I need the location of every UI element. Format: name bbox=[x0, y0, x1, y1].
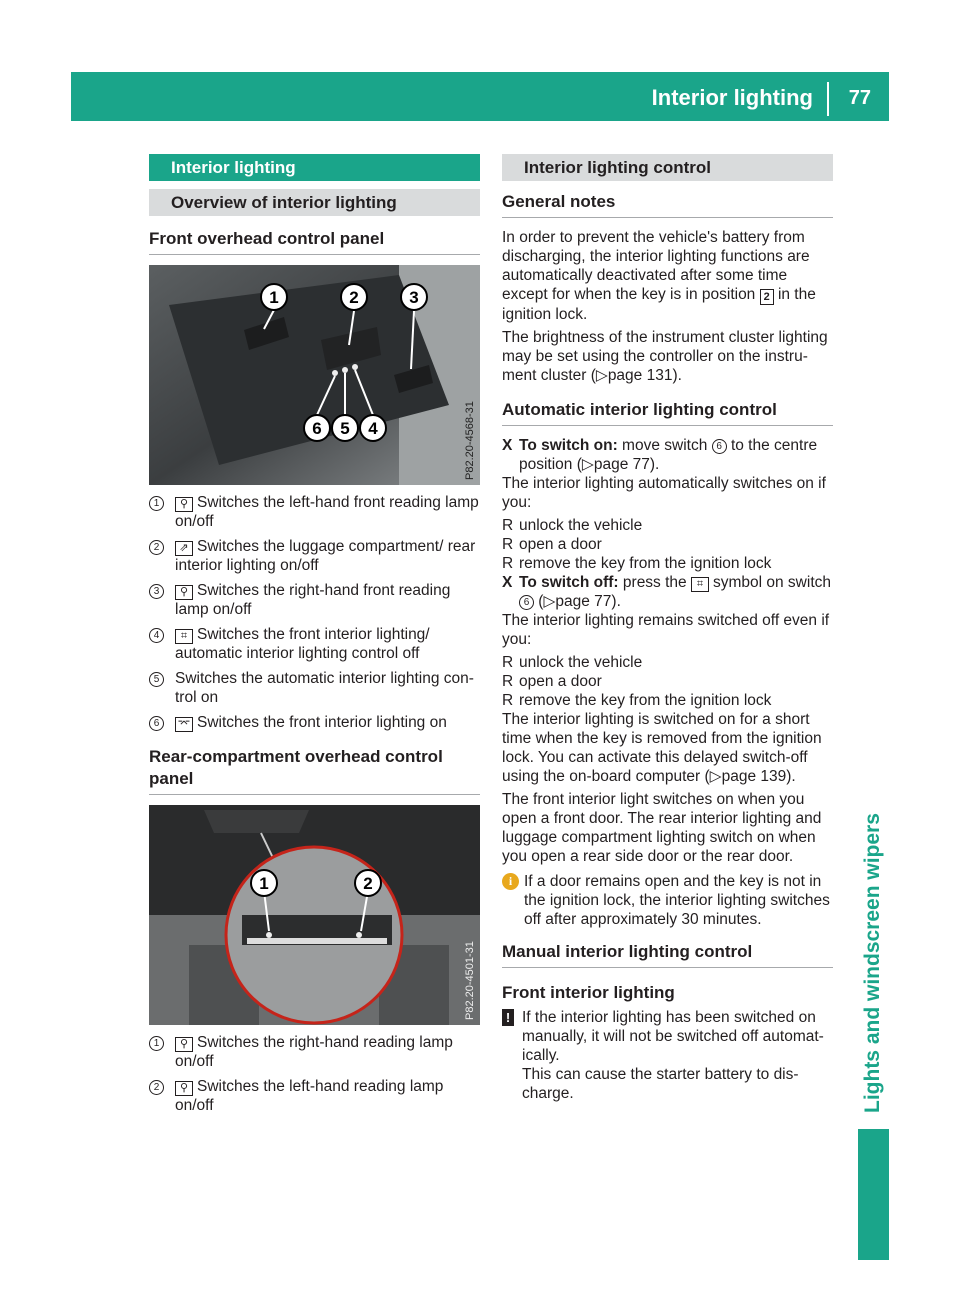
header-divider bbox=[827, 82, 829, 116]
bullet-item: R open a door bbox=[502, 673, 602, 690]
switch-icon: ⚲ bbox=[175, 1037, 193, 1052]
info-note: i If a door remains open and the key is not in the ignition lock, the interior lighting switches off after approximately 30 minutes. bbox=[502, 872, 833, 929]
rear-panel-photo bbox=[149, 805, 480, 1025]
callout-6 bbox=[304, 415, 330, 441]
auto-on-text: The interior lighting automatically switches on if you: bbox=[502, 475, 826, 511]
page-ref-link[interactable]: page 77 bbox=[555, 593, 612, 610]
side-tab-label: Lights and windscreen wipers bbox=[861, 813, 884, 1113]
front-item bbox=[149, 625, 480, 663]
switch-off-step: X To switch off: press the ⌗ symbol on switch 6 (▷page 77). bbox=[502, 574, 831, 610]
warning-icon: ! bbox=[502, 1009, 514, 1026]
callout-3 bbox=[401, 284, 427, 310]
front-items-list bbox=[149, 493, 480, 732]
item-text: ⚲ Switches the right-hand reading lamp on/off bbox=[175, 1034, 453, 1070]
rear-item bbox=[149, 1077, 480, 1115]
item-number: 2 bbox=[149, 537, 175, 575]
front-door-paragraph: The front interior light switches on when you open a front door. The rear interior lighting and luggage compartment lighting switch on when you open a rear side door or the rear door. bbox=[502, 791, 822, 865]
switch-icon: ⚲ bbox=[175, 585, 193, 600]
item-number: 1 bbox=[149, 1033, 175, 1071]
off-bullets bbox=[502, 653, 833, 710]
general-notes-heading: General notes bbox=[502, 191, 833, 218]
photo-code: P82.20-4501-31 bbox=[464, 941, 476, 1020]
delay-paragraph: The interior lighting is switched on for a short time when the key is removed from the ignition lock. You can activate this delayed switch-off using the on-board computer (▷page 139). bbox=[502, 711, 822, 785]
item-number: 5 bbox=[149, 669, 175, 707]
svg-text:4: 4 bbox=[368, 419, 378, 438]
page-header bbox=[71, 72, 889, 121]
page-ref-link[interactable]: page 77 bbox=[593, 456, 650, 473]
auto-on-bullets bbox=[502, 516, 833, 573]
front-item bbox=[149, 537, 480, 575]
callout-1 bbox=[261, 284, 287, 310]
item-number: 4 bbox=[149, 625, 175, 663]
off-text: The interior lighting remains switched off even if you: bbox=[502, 612, 830, 648]
header-title: Interior lighting bbox=[651, 85, 813, 110]
bullet-item: R open a door bbox=[502, 536, 602, 553]
front-item bbox=[149, 581, 480, 619]
rear-item bbox=[149, 1033, 480, 1071]
front-panel-photo bbox=[149, 265, 480, 485]
svg-text:1: 1 bbox=[259, 874, 269, 893]
page-number: 77 bbox=[848, 87, 871, 109]
switch-icon: ⚲ bbox=[175, 1081, 193, 1096]
manual-control-heading: Manual interior lighting control bbox=[502, 941, 833, 968]
svg-text:1: 1 bbox=[269, 288, 279, 307]
item-text: ⚲ Switches the left-hand reading lamp on/off bbox=[175, 1078, 444, 1114]
bullet-item: R unlock the vehicle bbox=[502, 654, 643, 671]
section-title: Interior lighting control bbox=[502, 154, 833, 181]
callout-2 bbox=[341, 284, 367, 310]
front-panel-heading: Front overhead control panel bbox=[149, 228, 480, 255]
item-number: 3 bbox=[149, 581, 175, 619]
rear-callout-2 bbox=[355, 870, 381, 896]
left-column bbox=[149, 154, 480, 1121]
side-tab-marker bbox=[858, 1129, 889, 1260]
right-column bbox=[502, 154, 833, 1111]
item-text: ⚲ Switches the right-hand front reading lamp on/off bbox=[175, 582, 451, 618]
front-item bbox=[149, 669, 480, 707]
general-paragraph-1: In order to prevent the vehicle's battery from discharging, the interior lighting functions are automatically deactivated after some time except for when the key is in position 2 in the ignition lock. bbox=[502, 229, 816, 323]
subsection-title: Overview of interior lighting bbox=[149, 189, 480, 216]
page-ref-link[interactable]: page 139 bbox=[721, 768, 787, 785]
info-icon: i bbox=[502, 873, 519, 890]
key-position-symbol: 2 bbox=[760, 289, 774, 305]
item-text: ⚲ Switches the left-hand front reading lamp on/off bbox=[175, 494, 479, 530]
front-item bbox=[149, 493, 480, 531]
item-number: 6 bbox=[149, 713, 175, 732]
interior-off-icon: ⌗ bbox=[691, 577, 709, 592]
rear-callout-1 bbox=[251, 870, 277, 896]
svg-text:2: 2 bbox=[349, 288, 359, 307]
item-number: 2 bbox=[149, 1077, 175, 1115]
switch-icon: ⇗ bbox=[175, 541, 193, 556]
auto-control-heading: Automatic interior lighting control bbox=[502, 399, 833, 426]
svg-text:5: 5 bbox=[340, 419, 350, 438]
rear-panel-heading: Rear-compartment overhead control panel bbox=[149, 746, 480, 795]
switch-icon: ⌤ bbox=[175, 717, 193, 732]
warning-note: ! If the interior lighting has been switched on manually, it will not be switched off automat- ically. This can cause the starter battery to dis- charge. bbox=[502, 1008, 833, 1103]
item-text: ⇗ Switches the luggage compartment/ rear interior lighting on/off bbox=[175, 538, 476, 574]
bullet-item: R unlock the vehicle bbox=[502, 517, 643, 534]
rear-items-list bbox=[149, 1033, 480, 1115]
callout-4 bbox=[360, 415, 386, 441]
section-title: Interior lighting bbox=[149, 154, 480, 181]
general-paragraph-2: The brightness of the instrument cluster lighting may be set using the controller on the instru- ment cluster (▷page 131). bbox=[502, 329, 828, 384]
item-text: ⌗ Switches the front interior lighting/ automatic interior lighting control off bbox=[175, 626, 430, 662]
item-text: Switches the automatic interior lighting con- trol on bbox=[175, 670, 474, 706]
front-item bbox=[149, 713, 480, 732]
switch-icon: ⌗ bbox=[175, 629, 193, 644]
svg-text:3: 3 bbox=[409, 288, 419, 307]
switch-on-step: X To switch on: move switch 6 to the centre position (▷page 77). bbox=[502, 437, 818, 473]
item-text: ⌤ Switches the front interior lighting on bbox=[175, 713, 480, 732]
photo-code: P82.20-4568-31 bbox=[464, 401, 476, 480]
callout-5 bbox=[332, 415, 358, 441]
bullet-item: R remove the key from the ignition lock bbox=[502, 692, 772, 709]
svg-text:6: 6 bbox=[312, 419, 322, 438]
front-interior-heading: Front interior lighting bbox=[502, 983, 675, 1002]
item-number: 1 bbox=[149, 493, 175, 531]
switch-icon: ⚲ bbox=[175, 497, 193, 512]
bullet-item: R remove the key from the ignition lock bbox=[502, 555, 772, 572]
page-ref-link[interactable]: page 131 bbox=[607, 367, 673, 384]
svg-text:2: 2 bbox=[363, 874, 373, 893]
